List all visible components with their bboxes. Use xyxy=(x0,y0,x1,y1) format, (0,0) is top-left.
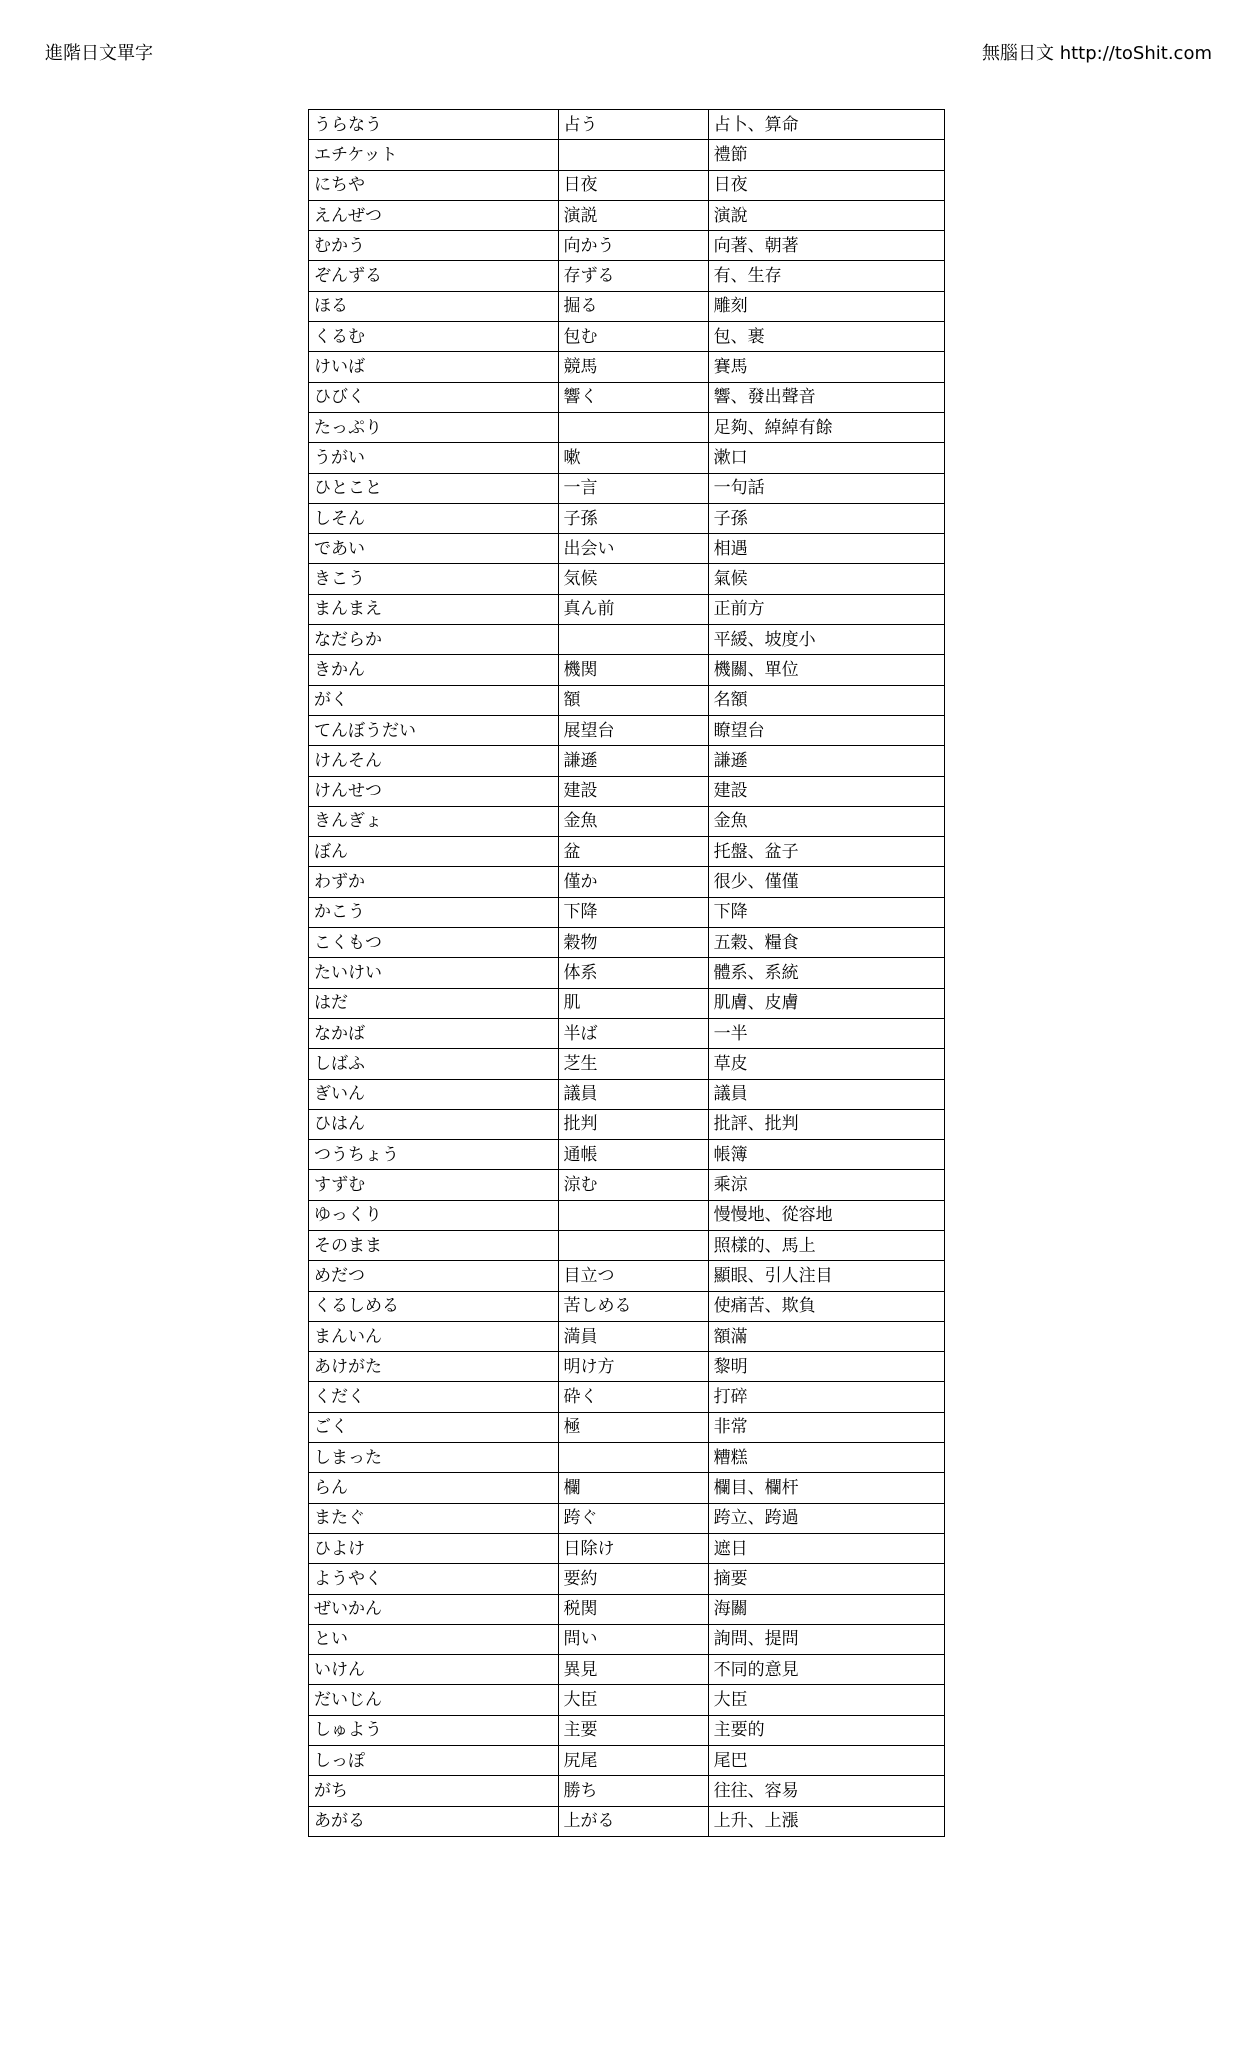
kanji-cell: 肌 xyxy=(558,988,708,1018)
table-row xyxy=(309,261,945,291)
meaning-cell: 海關 xyxy=(708,1594,944,1624)
kana-cell: とい xyxy=(309,1624,559,1654)
table-row xyxy=(309,1806,945,1836)
kanji-cell: 競馬 xyxy=(558,352,708,382)
kanji-cell xyxy=(558,625,708,655)
kanji-cell: 機関 xyxy=(558,655,708,685)
meaning-cell: 帳簿 xyxy=(708,1140,944,1170)
table-row xyxy=(309,110,945,140)
kana-cell: だいじん xyxy=(309,1685,559,1715)
kana-cell: かこう xyxy=(309,897,559,927)
meaning-cell: 托盤、盆子 xyxy=(708,837,944,867)
meaning-cell: 往往、容易 xyxy=(708,1776,944,1806)
table-row xyxy=(309,1746,945,1776)
kana-cell: ひはん xyxy=(309,1109,559,1139)
kana-cell: ぎいん xyxy=(309,1079,559,1109)
kanji-cell: 明け方 xyxy=(558,1352,708,1382)
meaning-cell: 響、發出聲音 xyxy=(708,382,944,412)
table-row xyxy=(309,685,945,715)
kana-cell: めだつ xyxy=(309,1261,559,1291)
table-row xyxy=(309,1170,945,1200)
kanji-cell: 存ずる xyxy=(558,261,708,291)
kanji-cell: 上がる xyxy=(558,1806,708,1836)
meaning-cell: 建設 xyxy=(708,776,944,806)
kana-cell: しっぽ xyxy=(309,1746,559,1776)
kana-cell: そのまま xyxy=(309,1230,559,1260)
kanji-cell: 涼む xyxy=(558,1170,708,1200)
meaning-cell: 額滿 xyxy=(708,1321,944,1351)
kana-cell: えんぜつ xyxy=(309,200,559,230)
kanji-cell: 主要 xyxy=(558,1715,708,1745)
meaning-cell: 氣候 xyxy=(708,564,944,594)
table-row xyxy=(309,170,945,200)
kanji-cell: 謙遜 xyxy=(558,746,708,776)
table-row xyxy=(309,1079,945,1109)
vocabulary-table xyxy=(308,109,945,1837)
kanji-cell: 跨ぐ xyxy=(558,1503,708,1533)
table-row xyxy=(309,503,945,533)
table-row xyxy=(309,1018,945,1048)
kanji-cell: 苦しめる xyxy=(558,1291,708,1321)
kana-cell: しばふ xyxy=(309,1049,559,1079)
meaning-cell: 名額 xyxy=(708,685,944,715)
meaning-cell: 謙遜 xyxy=(708,746,944,776)
kana-cell: まんいん xyxy=(309,1321,559,1351)
meaning-cell: 跨立、跨過 xyxy=(708,1503,944,1533)
kana-cell: けんそん xyxy=(309,746,559,776)
kanji-cell: 一言 xyxy=(558,473,708,503)
kana-cell: にちや xyxy=(309,170,559,200)
table-row xyxy=(309,897,945,927)
meaning-cell: 正前方 xyxy=(708,594,944,624)
kana-cell: ひびく xyxy=(309,382,559,412)
table-row xyxy=(309,625,945,655)
kana-cell: ぼん xyxy=(309,837,559,867)
document-title: 進階日文單字 xyxy=(45,43,153,64)
meaning-cell: 糟糕 xyxy=(708,1443,944,1473)
meaning-cell: 打碎 xyxy=(708,1382,944,1412)
meaning-cell: 下降 xyxy=(708,897,944,927)
meaning-cell: 使痛苦、欺負 xyxy=(708,1291,944,1321)
meaning-cell: 禮節 xyxy=(708,140,944,170)
kanji-cell: 日除け xyxy=(558,1533,708,1563)
meaning-cell: 上升、上漲 xyxy=(708,1806,944,1836)
kanji-cell xyxy=(558,412,708,442)
meaning-cell: 足夠、綽綽有餘 xyxy=(708,412,944,442)
kanji-cell: 批判 xyxy=(558,1109,708,1139)
table-row xyxy=(309,1382,945,1412)
kana-cell: がく xyxy=(309,685,559,715)
table-row xyxy=(309,291,945,321)
meaning-cell: 詢問、提問 xyxy=(708,1624,944,1654)
table-row xyxy=(309,1140,945,1170)
kanji-cell: 異見 xyxy=(558,1655,708,1685)
kana-cell: しゅよう xyxy=(309,1715,559,1745)
table-row xyxy=(309,867,945,897)
table-row xyxy=(309,412,945,442)
table-row xyxy=(309,231,945,261)
kanji-cell xyxy=(558,1443,708,1473)
kanji-cell: 演説 xyxy=(558,200,708,230)
meaning-cell: 不同的意見 xyxy=(708,1655,944,1685)
kanji-cell: 掘る xyxy=(558,291,708,321)
meaning-cell: 體系、系統 xyxy=(708,958,944,988)
meaning-cell: 平緩、坡度小 xyxy=(708,625,944,655)
kana-cell: てんぼうだい xyxy=(309,715,559,745)
kanji-cell: 目立つ xyxy=(558,1261,708,1291)
table-row xyxy=(309,594,945,624)
meaning-cell: 日夜 xyxy=(708,170,944,200)
kana-cell: はだ xyxy=(309,988,559,1018)
table-row xyxy=(309,1261,945,1291)
kanji-cell: 勝ち xyxy=(558,1776,708,1806)
kana-cell: けんせつ xyxy=(309,776,559,806)
meaning-cell: 占卜、算命 xyxy=(708,110,944,140)
table-row xyxy=(309,564,945,594)
kanji-cell: 欄 xyxy=(558,1473,708,1503)
meaning-cell: 演說 xyxy=(708,200,944,230)
table-row xyxy=(309,1230,945,1260)
kana-cell: ほる xyxy=(309,291,559,321)
kanji-cell: 下降 xyxy=(558,897,708,927)
table-row xyxy=(309,776,945,806)
table-row xyxy=(309,1776,945,1806)
meaning-cell: 五穀、糧食 xyxy=(708,928,944,958)
kanji-cell xyxy=(558,140,708,170)
kanji-cell: 真ん前 xyxy=(558,594,708,624)
meaning-cell: 尾巴 xyxy=(708,1746,944,1776)
kana-cell: むかう xyxy=(309,231,559,261)
kanji-cell: 砕く xyxy=(558,1382,708,1412)
kanji-cell: 大臣 xyxy=(558,1685,708,1715)
kanji-cell: 芝生 xyxy=(558,1049,708,1079)
meaning-cell: 機關、單位 xyxy=(708,655,944,685)
kana-cell: まんまえ xyxy=(309,594,559,624)
table-row xyxy=(309,443,945,473)
kana-cell: しまった xyxy=(309,1443,559,1473)
kana-cell: けいば xyxy=(309,352,559,382)
meaning-cell: 子孫 xyxy=(708,503,944,533)
kanji-cell: 穀物 xyxy=(558,928,708,958)
kanji-cell: 嗽 xyxy=(558,443,708,473)
kana-cell: ぞんずる xyxy=(309,261,559,291)
kanji-cell: 僅か xyxy=(558,867,708,897)
table-row xyxy=(309,1473,945,1503)
table-row xyxy=(309,1109,945,1139)
kana-cell: ようやく xyxy=(309,1564,559,1594)
kanji-cell: 額 xyxy=(558,685,708,715)
kanji-cell xyxy=(558,1230,708,1260)
kana-cell: くだく xyxy=(309,1382,559,1412)
meaning-cell: 有、生存 xyxy=(708,261,944,291)
kana-cell: またぐ xyxy=(309,1503,559,1533)
kana-cell: らん xyxy=(309,1473,559,1503)
meaning-cell: 肌膚、皮膚 xyxy=(708,988,944,1018)
kanji-cell: 占う xyxy=(558,110,708,140)
kanji-cell: 包む xyxy=(558,322,708,352)
kana-cell: くるしめる xyxy=(309,1291,559,1321)
meaning-cell: 顯眼、引人注目 xyxy=(708,1261,944,1291)
kana-cell: なだらか xyxy=(309,625,559,655)
kanji-cell: 議員 xyxy=(558,1079,708,1109)
kana-cell: きこう xyxy=(309,564,559,594)
table-row xyxy=(309,473,945,503)
kanji-cell: 建設 xyxy=(558,776,708,806)
meaning-cell: 向著、朝著 xyxy=(708,231,944,261)
kana-cell: きんぎょ xyxy=(309,806,559,836)
kana-cell: くるむ xyxy=(309,322,559,352)
kanji-cell: 税関 xyxy=(558,1594,708,1624)
kanji-cell: 盆 xyxy=(558,837,708,867)
kana-cell: あがる xyxy=(309,1806,559,1836)
table-row xyxy=(309,322,945,352)
kana-cell: なかば xyxy=(309,1018,559,1048)
kanji-cell: 半ば xyxy=(558,1018,708,1048)
table-row xyxy=(309,1352,945,1382)
meaning-cell: 雕刻 xyxy=(708,291,944,321)
table-row xyxy=(309,1533,945,1563)
table-row xyxy=(309,1200,945,1230)
meaning-cell: 包、裹 xyxy=(708,322,944,352)
table-row xyxy=(309,200,945,230)
kanji-cell: 向かう xyxy=(558,231,708,261)
table-row xyxy=(309,988,945,1018)
meaning-cell: 非常 xyxy=(708,1412,944,1442)
meaning-cell: 遮日 xyxy=(708,1533,944,1563)
meaning-cell: 摘要 xyxy=(708,1564,944,1594)
meaning-cell: 金魚 xyxy=(708,806,944,836)
kana-cell: しそん xyxy=(309,503,559,533)
kana-cell: ひよけ xyxy=(309,1533,559,1563)
kanji-cell: 出会い xyxy=(558,534,708,564)
meaning-cell: 很少、僅僅 xyxy=(708,867,944,897)
kana-cell: エチケット xyxy=(309,140,559,170)
kana-cell: ぜいかん xyxy=(309,1594,559,1624)
kana-cell: たっぷり xyxy=(309,412,559,442)
table-row xyxy=(309,1715,945,1745)
kana-cell: ゆっくり xyxy=(309,1200,559,1230)
meaning-cell: 草皮 xyxy=(708,1049,944,1079)
meaning-cell: 議員 xyxy=(708,1079,944,1109)
table-row xyxy=(309,1049,945,1079)
vocabulary-table-body xyxy=(309,110,945,1837)
kana-cell: すずむ xyxy=(309,1170,559,1200)
table-row xyxy=(309,806,945,836)
meaning-cell: 慢慢地、從容地 xyxy=(708,1200,944,1230)
meaning-cell: 一半 xyxy=(708,1018,944,1048)
kana-cell: いけん xyxy=(309,1655,559,1685)
kana-cell: ひとこと xyxy=(309,473,559,503)
kanji-cell: 問い xyxy=(558,1624,708,1654)
kana-cell: たいけい xyxy=(309,958,559,988)
meaning-cell: 照樣的、馬上 xyxy=(708,1230,944,1260)
kana-cell: であい xyxy=(309,534,559,564)
kanji-cell: 要約 xyxy=(558,1564,708,1594)
table-row xyxy=(309,352,945,382)
table-row xyxy=(309,746,945,776)
kanji-cell: 日夜 xyxy=(558,170,708,200)
meaning-cell: 賽馬 xyxy=(708,352,944,382)
kanji-cell: 満員 xyxy=(558,1321,708,1351)
meaning-cell: 主要的 xyxy=(708,1715,944,1745)
table-row xyxy=(309,1594,945,1624)
table-row xyxy=(309,382,945,412)
kanji-cell: 体系 xyxy=(558,958,708,988)
kana-cell: こくもつ xyxy=(309,928,559,958)
kana-cell: わずか xyxy=(309,867,559,897)
kana-cell: きかん xyxy=(309,655,559,685)
table-row xyxy=(309,958,945,988)
meaning-cell: 相遇 xyxy=(708,534,944,564)
kana-cell: うらなう xyxy=(309,110,559,140)
table-row xyxy=(309,655,945,685)
kanji-cell: 気候 xyxy=(558,564,708,594)
table-row xyxy=(309,1443,945,1473)
kanji-cell: 金魚 xyxy=(558,806,708,836)
site-credit: 無腦日文 http://toShit.com xyxy=(982,43,1212,64)
meaning-cell: 黎明 xyxy=(708,1352,944,1382)
meaning-cell: 一句話 xyxy=(708,473,944,503)
table-row xyxy=(309,1624,945,1654)
table-row xyxy=(309,1321,945,1351)
table-row xyxy=(309,140,945,170)
kanji-cell: 子孫 xyxy=(558,503,708,533)
table-row xyxy=(309,1655,945,1685)
meaning-cell: 漱口 xyxy=(708,443,944,473)
table-row xyxy=(309,1564,945,1594)
meaning-cell: 批評、批判 xyxy=(708,1109,944,1139)
kanji-cell xyxy=(558,1200,708,1230)
kanji-cell: 響く xyxy=(558,382,708,412)
kana-cell: つうちょう xyxy=(309,1140,559,1170)
kanji-cell: 極 xyxy=(558,1412,708,1442)
table-row xyxy=(309,1685,945,1715)
table-row xyxy=(309,1291,945,1321)
kanji-cell: 展望台 xyxy=(558,715,708,745)
meaning-cell: 大臣 xyxy=(708,1685,944,1715)
table-row xyxy=(309,928,945,958)
meaning-cell: 欄目、欄杆 xyxy=(708,1473,944,1503)
kana-cell: がち xyxy=(309,1776,559,1806)
table-row xyxy=(309,1412,945,1442)
kanji-cell: 尻尾 xyxy=(558,1746,708,1776)
kana-cell: あけがた xyxy=(309,1352,559,1382)
meaning-cell: 瞭望台 xyxy=(708,715,944,745)
table-row xyxy=(309,837,945,867)
kana-cell: うがい xyxy=(309,443,559,473)
meaning-cell: 乘涼 xyxy=(708,1170,944,1200)
table-row xyxy=(309,534,945,564)
kanji-cell: 通帳 xyxy=(558,1140,708,1170)
kana-cell: ごく xyxy=(309,1412,559,1442)
table-row xyxy=(309,715,945,745)
table-row xyxy=(309,1503,945,1533)
